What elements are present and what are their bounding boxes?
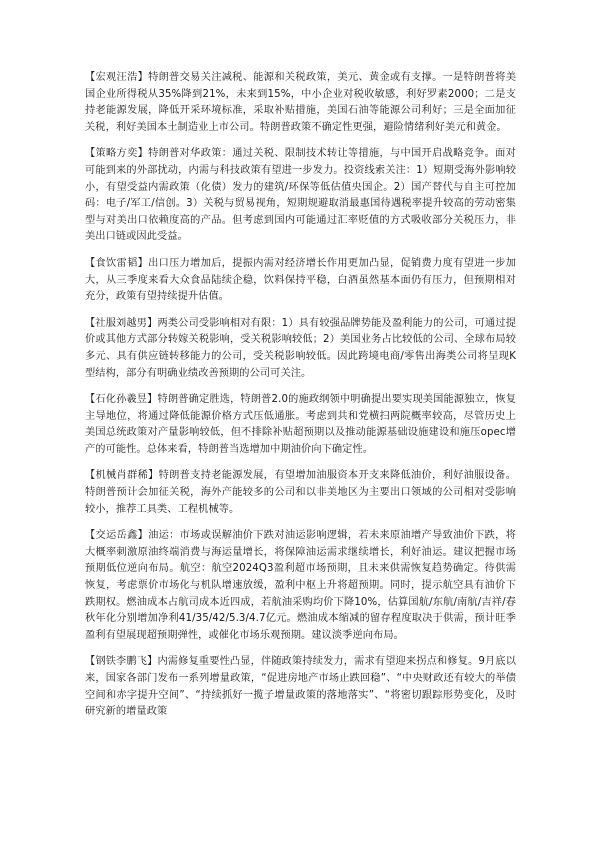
paragraph-machinery: 【机械肖群稀】特朗普支持老能源发展，有望增加油服资本开支来降低油价，利好油服设备。特朗普预计会加征关税，海外产能较多的公司和以非美地区为主要出口领域的公司相对受影响较小，推荐工具类、工程机械等。 — [85, 470, 516, 515]
paragraph-transport: 【交运岳鑫】油运：市场或误解油价下跌对油运影响逻辑，若未来原油增产导致油价下跌，将大概率刺激原油终端消费与海运量增长，将保障油运需求继续增长，利好油运。建议把握市场预期低位逆向布局。航空：航空2024Q3盈利超市场预期，且未来供需恢复趋势确定。待供需恢复，考虑票价市场化与机队增速放缓，盈利中枢上升将超预期。同时，提示航空具有油价下跌期权。燃油成本占航司成本近四成，若航油采购均价下降10%，估算国航/东航/南航/吉祥/春秋年化分别增加净利41/35/42/5.3/4.7亿元。燃油成本缩减的留存程度取决于供需，预计旺季盈利有望展现超预期弹性，或催化市场乐观预期。建议淡季逆向布局。 — [85, 530, 516, 641]
paragraph-food-beverage: 【食饮雷韬】出口压力增加后，提振内需对经济增长作用更加凸显，促销费力度有望进一步加大，从三季度来看大众食品陆续企稳，饮料保持平稳，白酒虽然基本面仍有压力，但预期相对充分，政策有望持续提升估值。 — [85, 257, 516, 303]
paragraph-social-services: 【社服刘越男】两类公司受影响相对有限：1）具有较强品牌势能及盈利能力的公司，可通过提价或其他方式部分转嫁关税影响，受关税影响较低；2）美国业务占比较低的公司、全球布局较多元、具有供应链转移能力的公司，受关税影响较低。因此跨境电商/零售出海类公司将呈现K型结构，部分有明确业绩改善预期的公司可关注。 — [85, 317, 516, 379]
paragraph-petrochemical: 【石化孙羲昱】特朗普确定胜选，特朗普2.0的施政纲领中明确提出要实现美国能源独立，恢复主导地位，将通过降低能源价格方式压低通胀。考虑到共和党横扫两院概率较高，尽管历史上美国总统政策对产量影响较低，但不排除补贴超预期以及推动能源基础设施建设和施压opec增产的可能性。总体来看，特朗普当选增加中期油价向下确定性。 — [85, 394, 516, 455]
paragraph-macro: 【宏观汪浩】特朗普交易关注减税、能源和关税政策，美元、黄金或有支撑。一是特朗普将美国企业所得税从35%降到21%，未来到15%，中小企业对税收敏感，利好罗素2000；二是支持老能源发展，降低开采环境标准，采取补贴措施，美国石油等能源公司利好；三是全面加征关税，利好美国本土制造业上市公司。特朗普政策不确定性更强，避险情绪利好美元和黄金。 — [85, 72, 516, 133]
paragraph-steel: 【钢铁李鹏飞】内需修复重要性凸显，伴随政策持续发力，需求有望迎来拐点和修复。9月底以来，国家各部门发布一系列增量政策，“促进房地产市场止跌回稳”、“中央财政还有较大的举债空间和赤字提升空间”、“持续抓好一揽子增量政策的落地落实”、“将密切跟踪形势变化，及时研究新的增量政策 — [85, 656, 516, 718]
paragraph-strategy: 【策略方奕】特朗普对华政策：通过关税、限制技术转让等措施，与中国开启战略竞争。面对可能到来的外部扰动，内需与科技政策有望进一步发力。投资线索关注：1）短期受海外影响较小，有望受益内需政策（化债）发力的建筑/环保等低估值央国企。2）国产替代与自主可控加码：电子/军工/信创。3）关税与贸易视角，短期规避取消最惠国待遇税率提升较高的劳动密集型与对美出口依赖度高的产品。但考虑到国内可能通过汇率贬值的方式吸收部分关税压力，非美出口链或因此受益。 — [85, 148, 516, 243]
